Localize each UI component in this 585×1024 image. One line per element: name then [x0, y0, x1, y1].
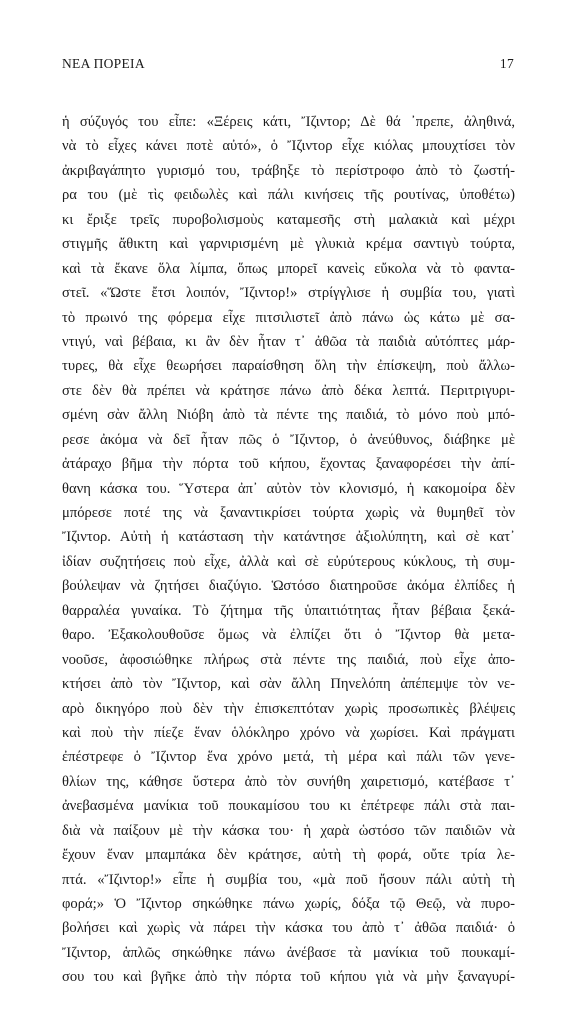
text-line: σου του καὶ βγῆκε ἀπὸ τὴν πόρτα τοῦ κήπου γιὰ νὰ μὴν ξαναγυρί- — [62, 969, 515, 986]
text-line: ἡ σύζυγός του εἶπε: «Ξέρεις κάτι, Ἴζιντορ; Δὲ θά ᾿πρεπε, ἀληθινά, — [62, 114, 515, 130]
text-line: στεῖ. «Ὥστε ἔτσι λοιπόν, Ἴζιντορ!» στρίγγλισε ἡ συμβία του, γιατὶ — [62, 285, 515, 302]
text-line: ἀτάραχο βῆμα τὴν πόρτα τοῦ κήπου, ἔχοντας ξαναφορέσει τὴν ἀπί- — [62, 456, 515, 473]
text-line: ἰδίαν συζητήσεις ποὺ εἶχε, ἀλλὰ καὶ σὲ εὐρύτερους κύκλους, τὴ συμ- — [62, 553, 515, 570]
text-line: ἀκριβαγάπητο γυρισμό του, τράβηξε τὸ περίστροφο ἀπὸ τὸ ζωστή- — [62, 162, 515, 179]
text-line: ἀνεβασμένα μανίκια τοῦ πουκαμίσου του κι ἐπέτρεφε πάλι στὰ παι- — [62, 798, 515, 815]
text-line: Ἴζιντορ. Αὐτὴ ἡ κατάσταση τὴν κατάντησε ἀξιολύπητη, καὶ σὲ κατ᾿ — [62, 529, 515, 546]
running-title: ΝΕΑ ΠΟΡΕΙΑ — [62, 56, 145, 71]
text-line: νὰ τὸ εἶχες κάνει ποτὲ αὐτό», ὁ Ἴζιντορ εἶχε κιόλας μπουχτίσει τὸν — [62, 138, 515, 155]
text-line: νοοῦσε, ἀφοσιώθηκε πλήρως στὰ πέντε της παιδιά, ποὺ εἶχε ἀπο- — [62, 651, 515, 668]
text-line: ρεσε ἀκόμα νὰ δεῖ ἦταν πῶς ὁ Ἴζιντορ, ὁ ἀνεύθυνος, διάβηκε μὲ — [62, 431, 515, 448]
text-line: κι ἔριξε τρεῖς πυροβολισμοὺς καταμεσῆς στὴ μαλακιὰ καὶ μέχρι — [62, 211, 515, 228]
text-line: ἔχουν ἕναν μπαμπάκα δὲν κράτησε, αὐτὴ τὴ φορά, οὔτε τρία λε- — [62, 847, 515, 864]
text-line: τυρες, θὰ εἶχε θεωρήσει παραίσθηση ὅλη τὴν ἐπίσκεψη, ποὺ ἄλλω- — [62, 358, 515, 375]
text-line: στε δὲν θὰ πρέπει νὰ κράτησε πάνω ἀπὸ δέκα λεπτά. Περιτριγυρι- — [62, 382, 515, 399]
text-line: θλίων της, κάθησε ὕστερα ἀπὸ τὸν συνήθη χαιρετισμό, κατέβασε τ᾿ — [62, 773, 515, 790]
running-header — [62, 56, 514, 76]
text-line: καὶ τὰ ἔκανε ὅλα λίμπα, ὅπως μπορεῖ κανεὶς εὔκολα νὰ τὸ φαντα- — [62, 260, 515, 277]
text-line: θαρο. Ἐξακολουθοῦσε ὅμως νὰ ἐλπίζει ὅτι ὁ Ἴζιντορ θὰ μετα- — [62, 627, 515, 644]
text-line: βολήσει καὶ χωρὶς νὰ πάρει τὴν κάσκα του ἀπὸ τ᾿ ἀθῶα παιδιά· ὁ — [62, 920, 515, 937]
body-text — [62, 110, 515, 990]
text-line: τὸ πρωινό της φόρεμα εἶχε πιτσιλιστεῖ ἀπὸ πάνω ὡς κάτω μὲ σα- — [62, 309, 515, 326]
text-line: Ἴζιντορ, ἁπλῶς σηκώθηκε πάνω ἀνέβασε τὰ μανίκια τοῦ πουκαμί- — [62, 944, 515, 961]
page-number: 17 — [499, 56, 514, 71]
text-line: σμένη σὰν ἄλλη Νιόβη ἀπὸ τὰ πέντε της παιδιά, τὸ μόνο ποὺ μπό- — [62, 407, 515, 424]
text-line: πτά. «Ἴζιντορ!» εἶπε ἡ συμβία του, «μὰ ποῦ ἤσουν πάλι αὐτὴ τὴ — [62, 871, 515, 888]
text-line: βούλεψαν νὰ ζητήσει διαζύγιο. Ὡστόσο διατηροῦσε ἀκόμα ἐλπίδες ἡ — [62, 578, 515, 595]
text-line: στιγμῆς ἄθικτη καὶ γαρνιρισμένη μὲ γλυκιὰ κρέμα σαντιγὺ τούρτα, — [62, 236, 515, 253]
text-line: κτήσει ἀπὸ τὸν Ἴζιντορ, καὶ σὰν ἄλλη Πηνελόπη ἀπέπεμψε τὸν νε- — [62, 676, 515, 693]
text-line: αρὸ δικηγόρο ποὺ δὲν τὴν ἐπισκεπτόταν χωρὶς προσωπικὲς βλέψεις — [62, 700, 515, 717]
text-line: καὶ ποὺ τὴν πίεζε ἕναν ὁλόκληρο χρόνο νὰ χωρίσει. Καὶ πράγματι — [62, 724, 515, 741]
text-line: διὰ νὰ παίξουν μὲ τὴν κάσκα του· ἡ χαρὰ ὡστόσο τῶν παιδιῶν νὰ — [62, 822, 515, 839]
text-line: θαρραλέα γυναίκα. Τὸ ζήτημα τῆς ὑπαιτιότητας ἦταν βέβαια ξεκά- — [62, 602, 515, 619]
text-line: θανη κάσκα του. Ὕστερα ἀπ᾿ αὐτὸν τὸν κλονισμό, ἡ κακομοίρα δὲν — [62, 480, 515, 497]
text-line: ρα του (μὲ τὶς φειδωλὲς καὶ πάλι κινήσεις τῆς ρουτίνας, ὑποθέτω) — [62, 187, 515, 204]
text-line: ντιγύ, ναὶ βέβαια, κι ἂν δὲν ἦταν τ᾿ ἀθῶα τὰ παιδιὰ αὐτόπτες μάρ- — [62, 333, 515, 350]
text-line: μπόρεσε ποτέ της νὰ ξαναντικρίσει τούρτα χωρὶς νὰ θυμηθεῖ τὸν — [62, 505, 515, 521]
text-line: ἐπέστρεφε ὁ Ἴζιντορ ἕνα χρόνο μετά, τὴ μέρα καὶ πάλι τῶν γενε- — [62, 749, 515, 766]
text-line: φορά;» Ὁ Ἴζιντορ σηκώθηκε πάνω χωρίς, δόξα τῷ Θεῷ, νὰ πυρο- — [62, 896, 515, 912]
